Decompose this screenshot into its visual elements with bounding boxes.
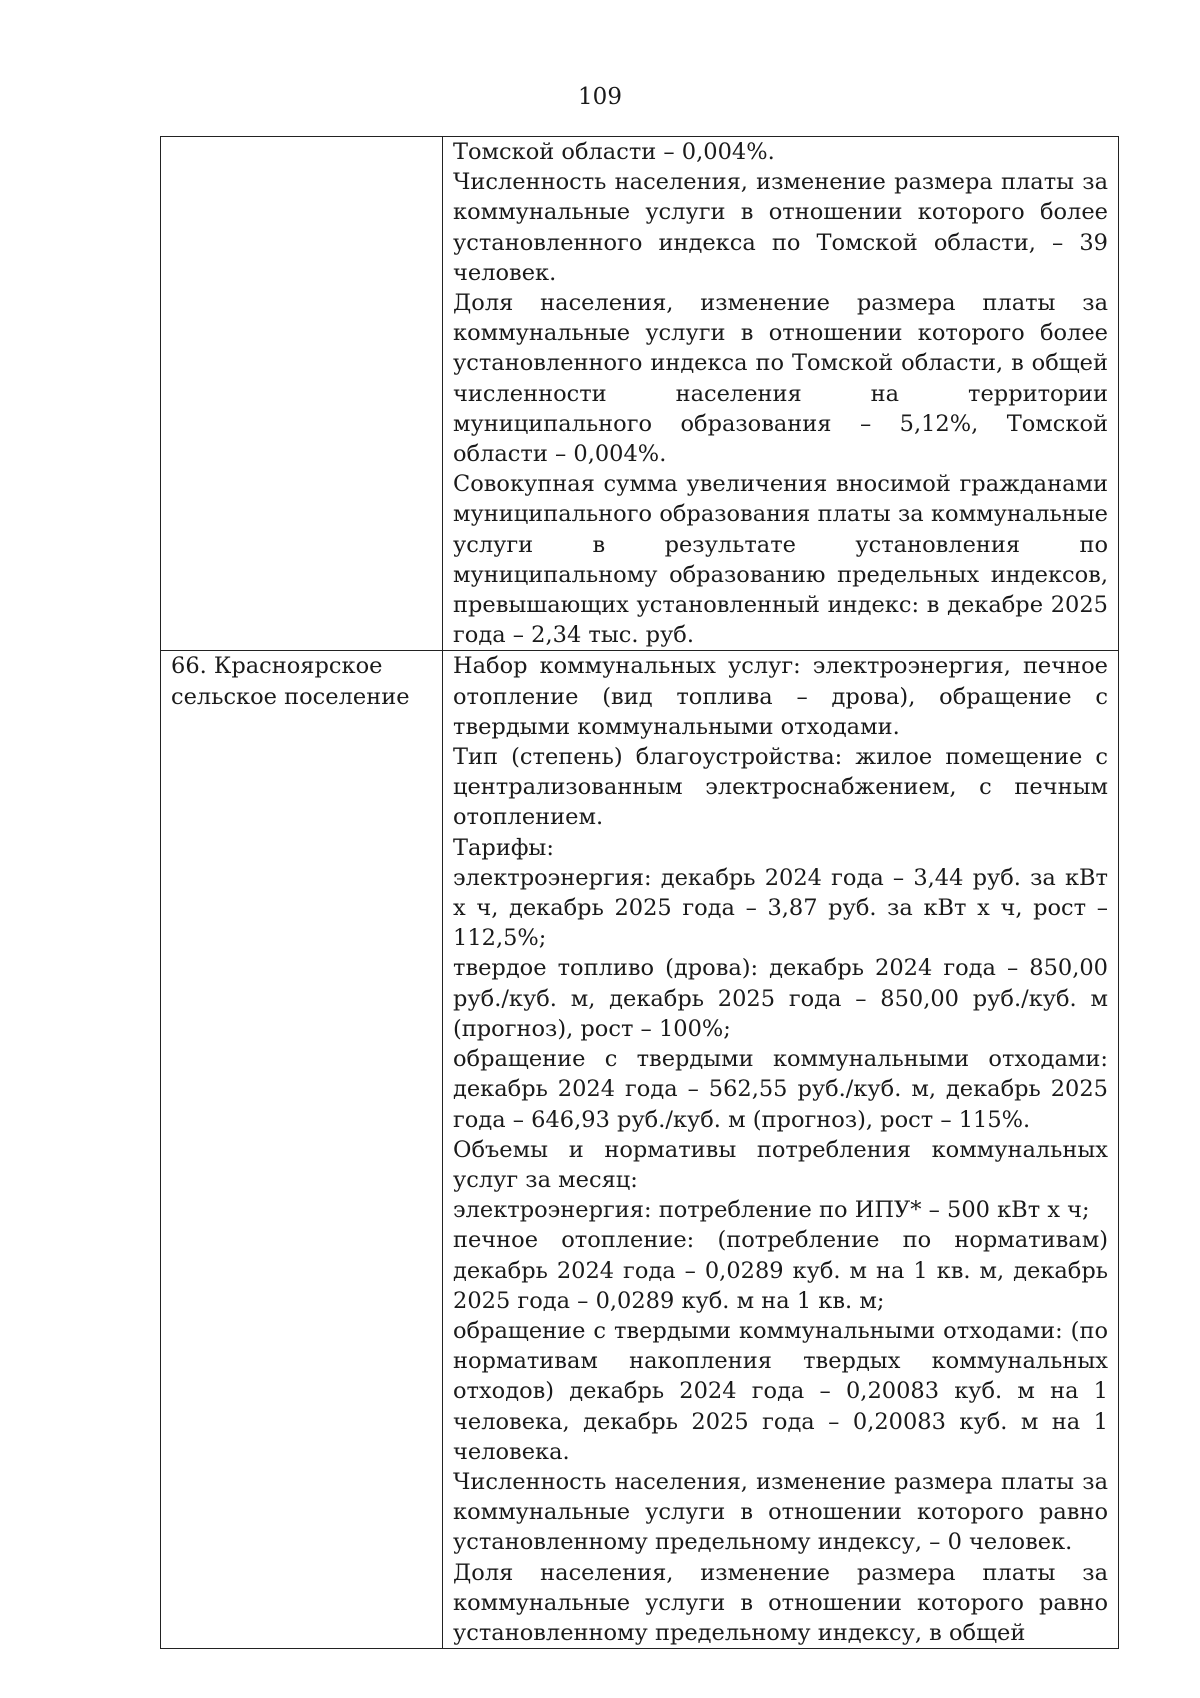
table-row	[161, 137, 1119, 651]
settlement-name-cell: 66. Красноярское сельское поселение	[161, 651, 443, 1649]
paragraph: Томской области – 0,004%.	[453, 139, 775, 165]
paragraph: Объемы и нормативы потребления коммунальных услуг за месяц:	[453, 1136, 1108, 1193]
settlement-name-cell	[161, 137, 443, 651]
paragraph: Тип (степень) благоустройства: жилое помещение с централизованным электроснабжением, с печным отоплением.	[453, 744, 1108, 831]
description-cell	[443, 651, 1119, 1649]
paragraph: Численность населения, изменение размера платы за коммунальные услуги в отношении которого равно установленному предельному индексу, – 0 человек.	[453, 1468, 1108, 1556]
paragraph: Совокупная сумма увеличения вносимой гражданами муниципального образования платы за коммунальные услуги в результате установления по муниципальному образованию предельных индексов, превышающих установленный индекс: в декабре 2025 года – 2,34 тыс. руб.	[453, 471, 1108, 649]
paragraph: обращение с твердыми коммунальными отходами: декабрь 2024 года – 562,55 руб./куб. м, декабрь 2025 года – 646,93 руб./куб. м (прогноз), рост – 115%.	[453, 1046, 1108, 1133]
paragraph: электроэнергия: потребление по ИПУ* – 500 кВт х ч;	[453, 1197, 1090, 1224]
paragraph: электроэнергия: декабрь 2024 года – 3,44 руб. за кВт х ч, декабрь 2025 года – 3,87 руб. за кВт х ч, рост – 112,5%;	[453, 864, 1108, 952]
paragraph: Доля населения, изменение размера платы за коммунальные услуги в отношении которого более установленного индекса по Томской области, в общей численности населения на территории муниципального образования – 5,12%, Томской области – 0,004%.	[453, 290, 1108, 468]
document-table	[160, 136, 1119, 1649]
paragraph: печное отопление: (потребление по нормативам) декабрь 2024 года – 0,0289 куб. м на 1 кв. м, декабрь 2025 года – 0,0289 куб. м на 1 кв. м;	[453, 1227, 1108, 1314]
page-number: 109	[578, 84, 622, 110]
paragraph: Численность населения, изменение размера платы за коммунальные услуги в отношении которого более установленного индекса по Томской области, – 39 человек.	[453, 169, 1108, 286]
paragraph: обращение с твердыми коммунальными отходами: (по нормативам накопления твердых коммунальных отходов) декабрь 2024 года – 0,20083 куб. м на 1 человека, декабрь 2025 года – 0,20083 куб. м на 1 человека.	[453, 1317, 1108, 1465]
paragraph: Доля населения, изменение размера платы за коммунальные услуги в отношении которого равно установленному предельному индексу, в общей	[453, 1559, 1108, 1646]
table-row	[161, 651, 1119, 1649]
paragraph: Набор коммунальных услуг: электроэнергия, печное отопление (вид топлива – дрова), обращение с твердыми коммунальными отходами.	[453, 653, 1108, 740]
paragraph: твердое топливо (дрова): декабрь 2024 года – 850,00 руб./куб. м, декабрь 2025 года – 850,00 руб./куб. м (прогноз), рост – 100%;	[453, 955, 1108, 1042]
paragraph: Тарифы:	[453, 834, 554, 861]
description-cell	[443, 137, 1119, 651]
